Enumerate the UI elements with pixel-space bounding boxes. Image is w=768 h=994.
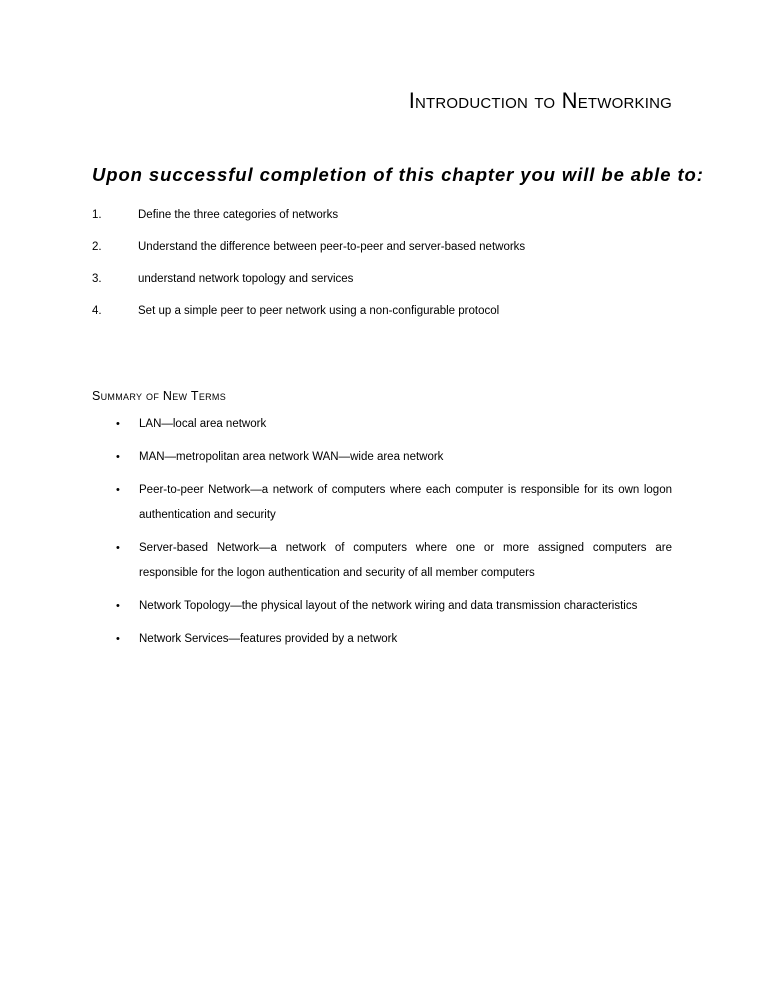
bullet-icon: • xyxy=(116,451,120,463)
bullet-icon: • xyxy=(116,633,120,645)
objective-text: Define the three categories of networks xyxy=(138,209,339,221)
objective-number: 4. xyxy=(92,305,102,317)
term-item xyxy=(116,627,672,652)
term-item xyxy=(116,445,672,470)
bullet-icon: • xyxy=(116,600,120,612)
term-text: Peer-to-peer Network—a network of computers where each computer is responsible for its own logon authentication and security xyxy=(139,484,672,521)
terms-list xyxy=(116,412,672,660)
term-text: Network Services—features provided by a network xyxy=(139,633,398,645)
bullet-icon: • xyxy=(116,542,120,554)
term-text: MAN—metropolitan area network WAN—wide area network xyxy=(139,451,444,463)
term-item xyxy=(116,536,672,586)
term-item xyxy=(116,594,672,619)
summary-heading: Summary of New Terms xyxy=(92,389,227,403)
objective-item xyxy=(92,208,682,240)
objectives-heading: Upon successful completion of this chapter you will be able to: xyxy=(92,164,704,185)
objective-number: 1. xyxy=(92,209,102,221)
term-item xyxy=(116,412,672,437)
term-text: Server-based Network—a network of computers where one or more assigned computers are responsible for the logon authentication and security of all member computers xyxy=(139,542,672,579)
term-text: Network Topology—the physical layout of the network wiring and data transmission characteristics xyxy=(139,600,638,612)
bullet-icon: • xyxy=(116,484,120,496)
objectives-list xyxy=(92,208,682,336)
objective-text: understand network topology and services xyxy=(138,273,354,285)
objective-number: 3. xyxy=(92,273,102,285)
page-title: Introduction to Networking xyxy=(408,88,672,113)
objective-text: Understand the difference between peer-to-peer and server-based networks xyxy=(138,241,526,253)
objective-number: 2. xyxy=(92,241,102,253)
objective-item xyxy=(92,272,682,304)
objective-item xyxy=(92,240,682,272)
term-text: LAN—local area network xyxy=(139,418,267,430)
objective-text: Set up a simple peer to peer network using a non-configurable protocol xyxy=(138,305,500,317)
bullet-icon: • xyxy=(116,418,120,430)
objective-item xyxy=(92,304,682,336)
term-item xyxy=(116,478,672,528)
